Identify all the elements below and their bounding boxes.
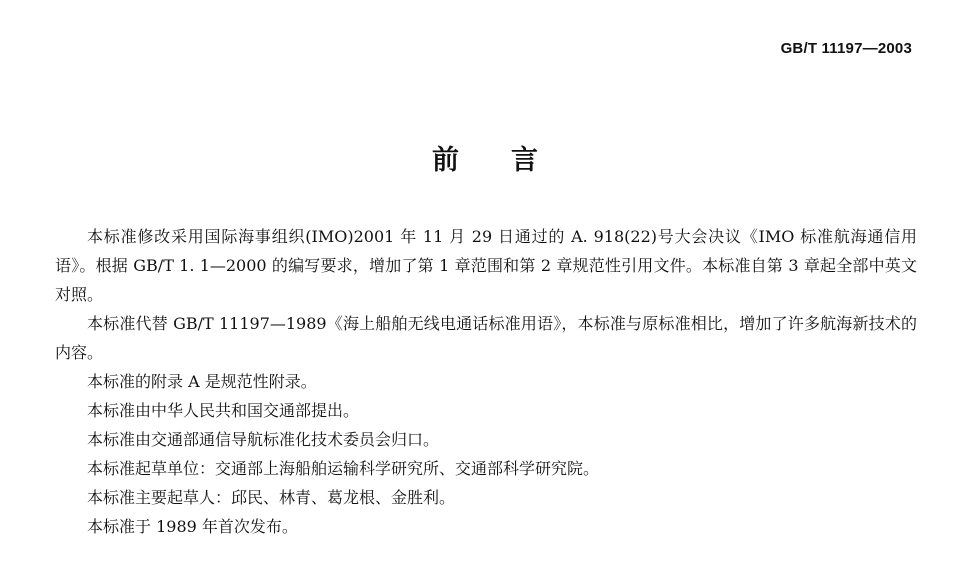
paragraph-first-release: 本标准于 1989 年首次发布。 [87,517,298,536]
paragraph-adoption: 本标准修改采用国际海事组织(IMO)2001 年 11 月 29 日通过的 A. 918(22)号大会决议《IMO 标准航海通信用语》。根据 GB/T 1. 1—2000 的编写要求，增加了第 1 章范围和第 2 章规范性引用文件。本标准自第 3 章起全部中英文对照。 [55,227,917,304]
standard-number: GB/T 11197—2003 [780,40,912,57]
paragraph-drafters: 本标准主要起草人：邱民、林青、葛龙根、金胜利。 [87,488,456,507]
paragraph-drafting-units: 本标准起草单位：交通部上海船舶运输科学研究所、交通部科学研究院。 [87,459,600,478]
page-title: 前言 [432,145,590,176]
foreword-body [55,222,917,541]
paragraph-proposer: 本标准由中华人民共和国交通部提出。 [87,401,360,420]
paragraph-replacement: 本标准代替 GB/T 11197—1989《海上船舶无线电通话标准用语》，本标准与原标准相比，增加了许多航海新技术的内容。 [55,314,917,362]
paragraph-annex: 本标准的附录 A 是规范性附录。 [87,372,317,391]
paragraph-committee: 本标准由交通部通信导航标准化技术委员会归口。 [87,430,440,449]
